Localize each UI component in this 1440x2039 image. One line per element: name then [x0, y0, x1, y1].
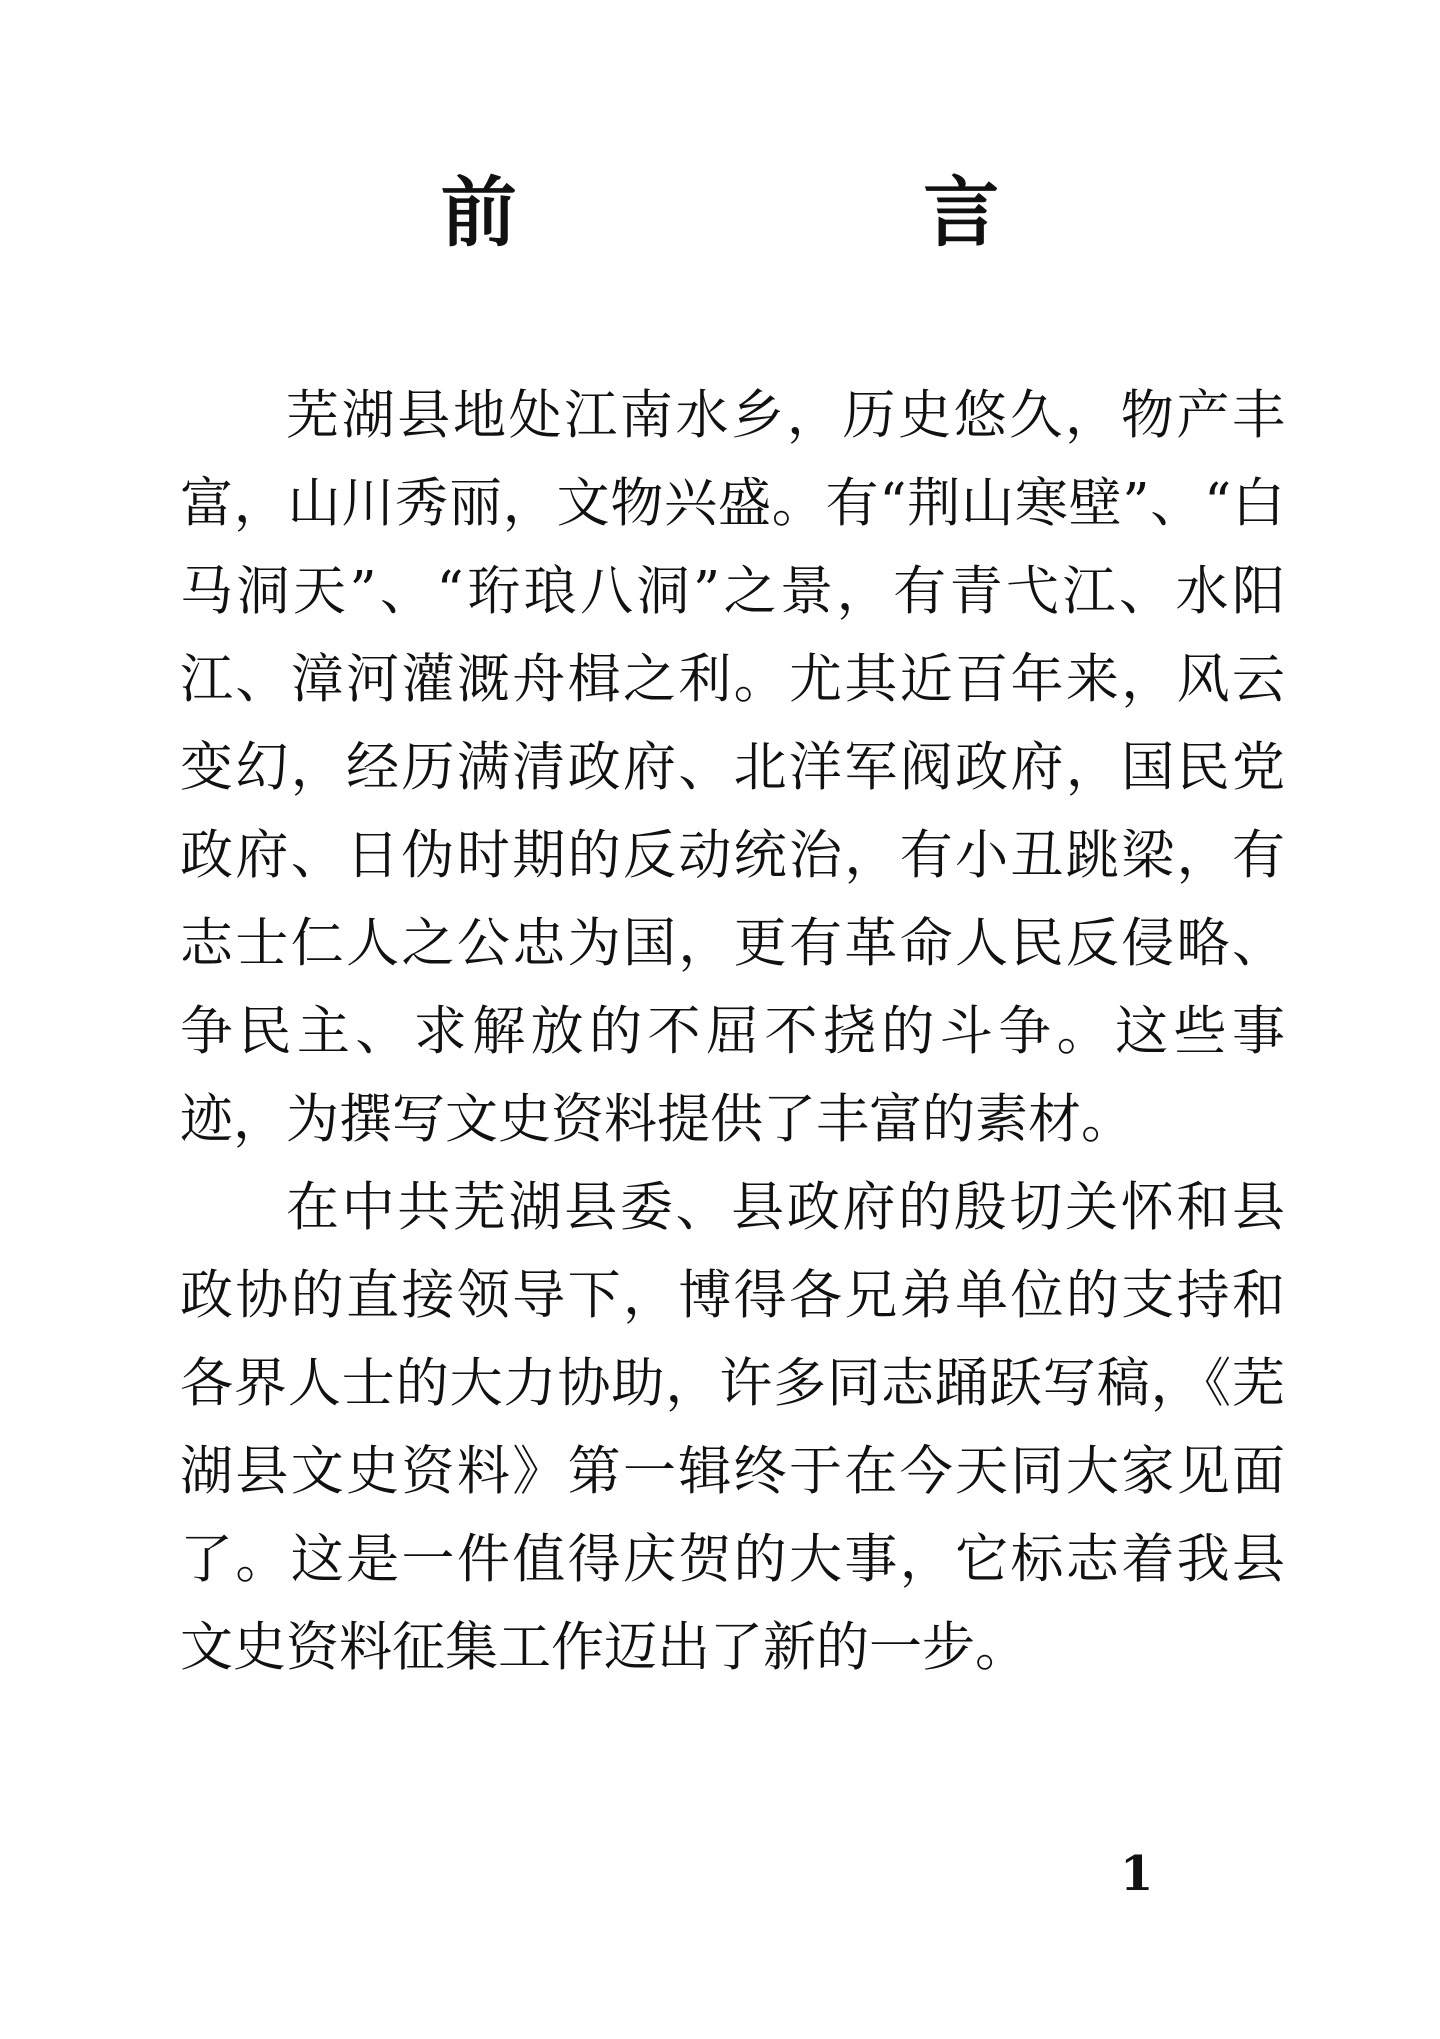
paragraph-2: 在中共芜湖县委、县政府的殷切关怀和县政协的直接领导下，博得各兄弟单位的支持和各界人士的大力协助，许多同志踊跃写稿，《芜湖县文史资料》第一辑终于在今天同大家见面了。这是一件值得庆贺的大事，它标志着我县文史资料征集工作迈出了新的一步。 [180, 1177, 1285, 1678]
body-text [180, 372, 1285, 1692]
page-title: 前 言 [440, 168, 1190, 257]
page-number: 1 [1120, 1846, 1154, 1902]
paragraph-1: 芜湖县地处江南水乡，历史悠久，物产丰富，山川秀丽，文物兴盛。有“荆山寒壁”、“白马洞天”、“珩琅八洞”之景，有青弋江、水阳江、漳河灌溉舟楫之利。尤其近百年来，风云变幻，经历满清政府、北洋军阀政府，国民党政府、日伪时期的反动统治，有小丑跳梁，有志士仁人之公忠为国，更有革命人民反侵略、争民主、求解放的不屈不挠的斗争。这些事迹，为撰写文史资料提供了丰富的素材。 [180, 385, 1285, 1150]
